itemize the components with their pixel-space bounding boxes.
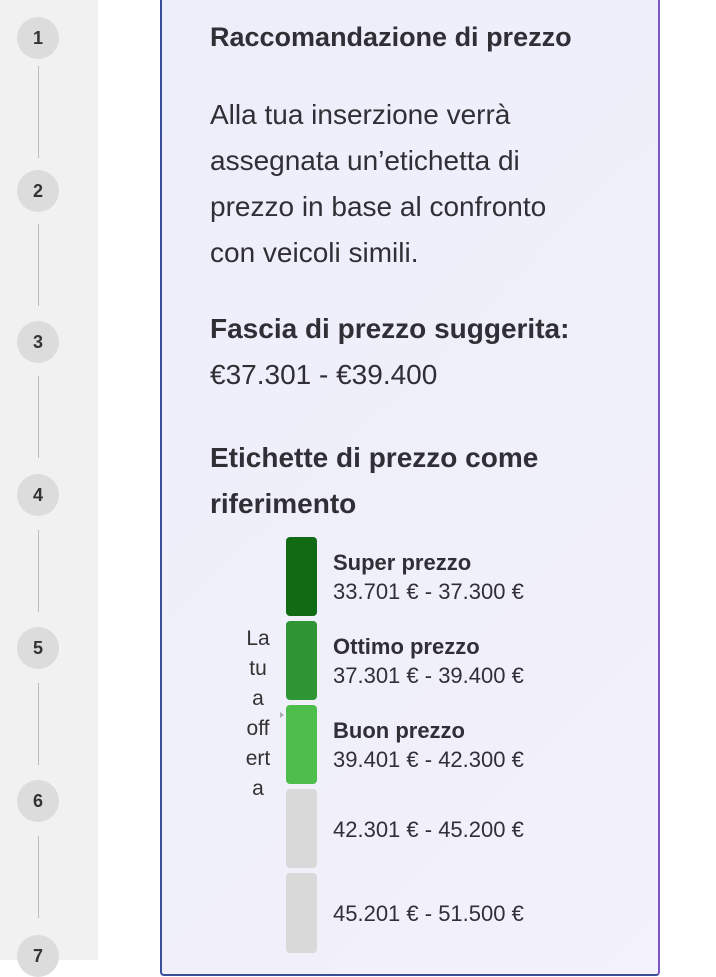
suggested-range-value: €37.301 - €39.400 [210,359,438,390]
reference-labels-heading [210,435,538,527]
offer-label-line: La [246,627,270,650]
step-4[interactable]: 4 [17,474,59,516]
price-label-title: Buon prezzo [333,718,465,743]
reference-heading-line: Etichette di prezzo come [210,442,539,473]
offer-label-line: a [252,687,264,710]
description-line: assegnata un’etichetta di [210,145,520,176]
price-label-title: Super prezzo [333,550,472,575]
description-line: con veicoli simili. [210,237,419,268]
step-connector [38,836,39,918]
description-line: prezzo in base al confronto [210,191,547,222]
step-connector [38,224,39,306]
your-offer-label [238,624,278,804]
price-label-range: 33.701 € - 37.300 € [333,579,524,604]
step-7[interactable]: 7 [17,935,59,977]
suggested-range-heading: Fascia di prezzo suggerita: [210,313,570,344]
offer-label-line: off [246,717,270,740]
reference-heading-line: riferimento [210,488,357,519]
description-line: Alla tua inserzione verrà [210,99,511,130]
offer-label-line: tu [249,657,267,680]
price-label-range: 39.401 € - 42.300 € [333,747,524,772]
price-bar-range-4 [286,789,317,868]
step-2[interactable]: 2 [17,170,59,212]
step-1[interactable]: 1 [17,17,59,59]
price-label-range: 37.301 € - 39.400 € [333,663,524,688]
offer-label-line: ert [245,747,271,770]
price-bar-ottimo [286,621,317,700]
price-label-description [210,92,630,276]
step-connector [38,530,39,612]
step-6[interactable]: 6 [17,780,59,822]
price-bar-range-5 [286,873,317,953]
step-connector [38,376,39,458]
step-connector [38,66,39,158]
price-label-range: 45.201 € - 51.500 € [333,901,524,926]
offer-label-line: a [252,777,264,800]
step-3[interactable]: 3 [17,321,59,363]
step-rail [0,0,98,966]
offer-pointer-icon [280,712,284,718]
step-5[interactable]: 5 [17,627,59,669]
price-label-range: 42.301 € - 45.200 € [333,817,524,842]
price-bar-buon [286,705,317,784]
card-title: Raccomandazione di prezzo [210,22,572,52]
price-bar-super [286,537,317,616]
step-connector [38,683,39,765]
price-label-title: Ottimo prezzo [333,634,480,659]
